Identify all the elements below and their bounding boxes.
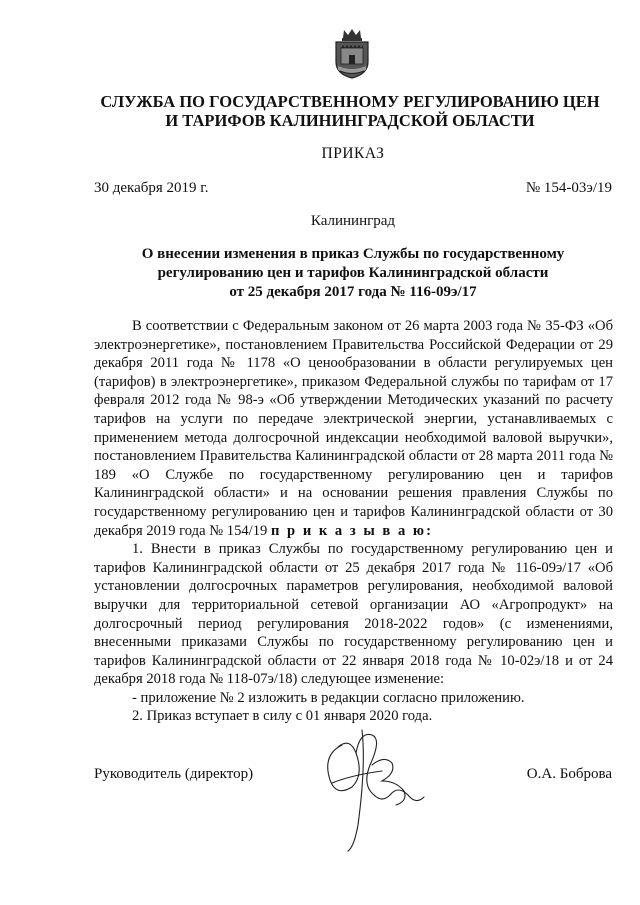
prikaz-word: п р и к а з ы в а ю:: [271, 522, 433, 539]
document-date: 30 декабря 2019 г.: [94, 180, 209, 196]
document-number: № 154-03э/19: [525, 180, 612, 196]
item-2-paragraph: 2. Приказ вступает в силу с 01 января 2020 года.: [132, 708, 433, 725]
subject-line1: О внесении изменения в приказ Службы по государственному: [141, 246, 565, 262]
organization-title-line2: И ТАРИФОВ КАЛИНИНГРАДСКОЙ ОБЛАСТИ: [165, 111, 535, 130]
subject-line2: регулированию цен и тарифов Калининградской области: [157, 265, 549, 281]
item-1-dash-paragraph: - приложение № 2 изложить в редакции согласно приложению.: [132, 689, 525, 706]
signatory-name: О.А. Боброва: [526, 766, 612, 782]
organization-title: [100, 92, 600, 130]
signatory-role: Руководитель (директор): [94, 766, 254, 782]
preamble-text: В соответствии с Федеральным законом от 26 марта 2003 года № 35-ФЗ «Об электроэнергетике», постановлением Правительства Российской Федерации от 29 декабря 2011 года № 1178 «О ценообразовании в области регулируемых цен (тарифов) в электроэнергетике», приказом Федеральной службы по тарифам от 17 февраля 2012 года № 98-э «Об утверждении Методических указаний по расчету тарифов на услуги по передаче электрической энергии, устанавливаемых с применением метода долгосрочной индексации необходимой валовой выручки», постановлением Правительства Калининградской области от 28 марта 2011 года № 189 «О Службе по государственному регулированию цен и тарифов Калининградской области» и на основании решения правления Службы по государственному регулированию цен и тарифов Калининградской области от 30 декабря 2019 года № 154/19: [94, 318, 613, 539]
coat-of-arms-icon: [330, 26, 374, 80]
document-city: Калининград: [310, 213, 396, 229]
document-kind: ПРИКАЗ: [321, 145, 385, 162]
document-body: [94, 317, 613, 726]
document-subject: [120, 245, 586, 302]
organization-title-line1: СЛУЖБА ПО ГОСУДАРСТВЕННОМУ РЕГУЛИРОВАНИЮ ЦЕН: [100, 92, 600, 111]
subject-line3: от 25 декабря 2017 года № 116-09э/17: [229, 284, 477, 300]
handwritten-signature-icon: [312, 725, 430, 853]
preamble-paragraph: [94, 317, 613, 540]
item-1-paragraph: 1. Внести в приказ Службы по государственному регулированию цен и тарифов Калининградской области от 25 декабря 2017 года № 116-09э/17 «Об установлении долгосрочных параметров регулирования, необходимой валовой выручки для территориальной сетевой организации АО «Агропродукт» на долгосрочный период регулирования 2018-2022 годов» (с изменениями, внесенными приказами Службы по государственному регулированию цен и тарифов Калининградской области от 22 января 2018 года № 10-02э/18 и от 24 декабря 2018 года № 118-07э/18) следующее изменение:: [94, 541, 613, 688]
